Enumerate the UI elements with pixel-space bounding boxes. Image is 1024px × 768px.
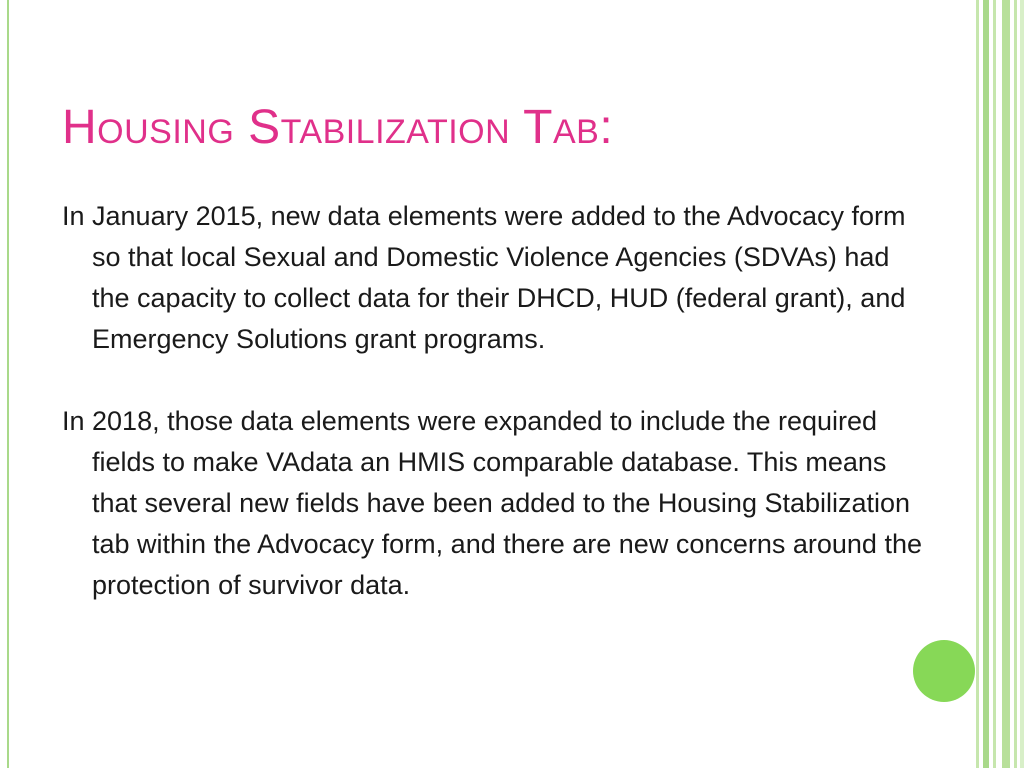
decorative-green-circle [913, 640, 975, 702]
right-border-stripe [1014, 0, 1017, 768]
body-paragraph-1: In January 2015, new data elements were added to the Advocacy form so that local Sexual and Domestic Violence Agencies (SDVAs) had the capacity to collect data for their DHCD, HUD (federal grant), and Emergency Solutions grant programs. [62, 201, 906, 354]
body-paragraph-2: In 2018, those data elements were expanded to include the required fields to make VAdata an HMIS comparable database. This means that several new fields have been added to the Housing Stabilization tab within the Advocacy form, and there are new concerns around the protection of survivor data. [62, 406, 922, 600]
right-border-stripe [1020, 0, 1024, 768]
right-border-stripe [993, 0, 996, 768]
right-border-stripe [976, 0, 979, 768]
right-border-stripe [1002, 0, 1010, 768]
slide-body [62, 196, 922, 647]
left-border-rule [7, 0, 9, 768]
slide-title: Housing Stabilization Tab: [62, 101, 614, 154]
right-border-stripe [983, 0, 989, 768]
